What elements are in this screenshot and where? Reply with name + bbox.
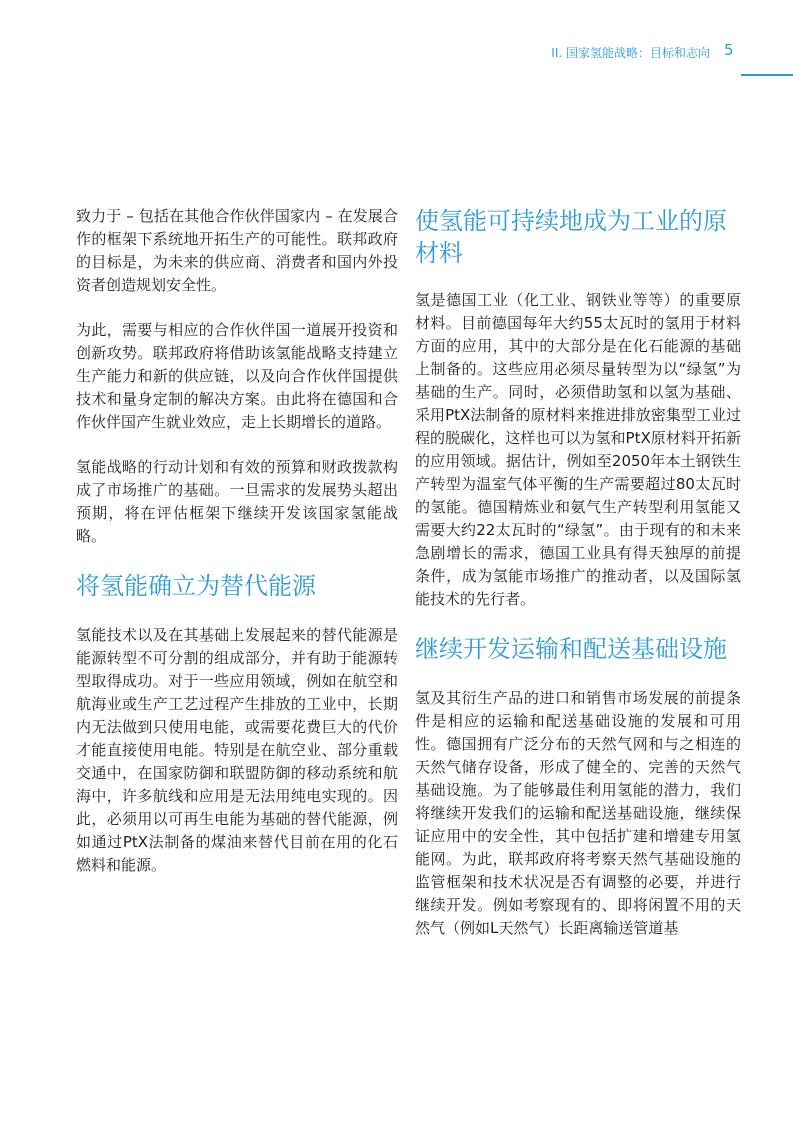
right-column <box>415 205 741 962</box>
section-heading: 继续开发运输和配送基础设施 <box>415 635 727 663</box>
page-number: 5 <box>724 41 734 59</box>
section-heading: 将氢能确立为替代能源 <box>76 572 316 600</box>
running-header-section-title: II. 国家氢能战略：目标和志向 <box>551 46 710 60</box>
body-paragraph: 氢能战略的行动计划和有效的预算和财政拨款构成了市场推广的基础。一旦需求的发展势头超出预期，将在评估框架下继续开发该国家氢能战略。 <box>76 458 398 545</box>
section-heading: 使氢能可持续地成为工业的原材料 <box>415 207 727 267</box>
body-paragraph: 氢能技术以及在其基础上发展起来的替代能源是能源转型不可分割的组成部分，并有助于能源转型取得成功。对于一些应用领域，例如在航空和航海业或生产工艺过程产生排放的工业中，长期内无法做到只使用电能，或需要花费巨大的代价才能直接使用电能。特别是在航空业、部分重载交通中，在国家防御和联盟防御的移动系统和航海中，许多航线和应用是无法用纯电实现的。因此，必须用以可再生电能为基础的替代能源，例如通过PtX法制备的煤油来替代目前在用的化石燃料和能源。 <box>76 626 398 874</box>
body-paragraph: 氢是德国工业（化工业、钢铁业等等）的重要原材料。目前德国每年大约55太瓦时的氢用于材料方面的应用，其中的大部分是在化石能源的基础上制备的。这些应用必须尽量转型为以“绿氢”为基础的生产。同时，必须借助氢和以氢为基础、采用PtX法制备的原材料来推进排放密集型工业过程的脱碳化，这样也可以为氢和PtX原材料开拓新的应用领域。据估计，例如至2050年本土钢铁生产转型为温室气体平衡的生产需要超过80太瓦时的氢能。德国精炼业和氨气生产转型利用氢能又需要大约22太瓦时的“绿氢”。由于现有的和未来急剧增长的需求，德国工业具有得天独厚的前提条件，成为氢能市场推广的推动者，以及国际氢能技术的先行者。 <box>415 291 741 608</box>
body-paragraph: 致力于 – 包括在其他合作伙伴国家内 – 在发展合作的框架下系统地开拓生产的可能性。联邦政府的目标是，为未来的供应商、消费者和国内外投资者创造规划安全性。 <box>76 207 398 294</box>
body-paragraph: 为此，需要与相应的合作伙伴国一道展开投资和创新攻势。联邦政府将借助该氢能战略支持建立生产能力和新的供应链，以及向合作伙伴国提供技术和量身定制的解决方案。由此将在德国和合作伙伴国产生就业效应，走上长期增长的道路。 <box>76 321 398 431</box>
body-paragraph: 氢及其衍生产品的进口和销售市场发展的前提条件是相应的运输和配送基础设施的发展和可用性。德国拥有广泛分布的天然气网和与之相连的天然气储存设备，形成了健全的、完善的天然气基础设施。为了能够最佳利用氢能的潜力，我们将继续开发我们的运输和配送基础设施，继续保证应用中的安全性，其中包括扩建和增建专用氢能网。为此，联邦政府将考察天然气基础设施的监管框架和技术状况是否有调整的必要，并进行继续开发。例如考察现有的、即将闲置不用的天然气（例如L天然气）长距离输送管道基 <box>415 689 741 937</box>
left-column <box>76 205 398 899</box>
header-rule <box>741 74 793 76</box>
